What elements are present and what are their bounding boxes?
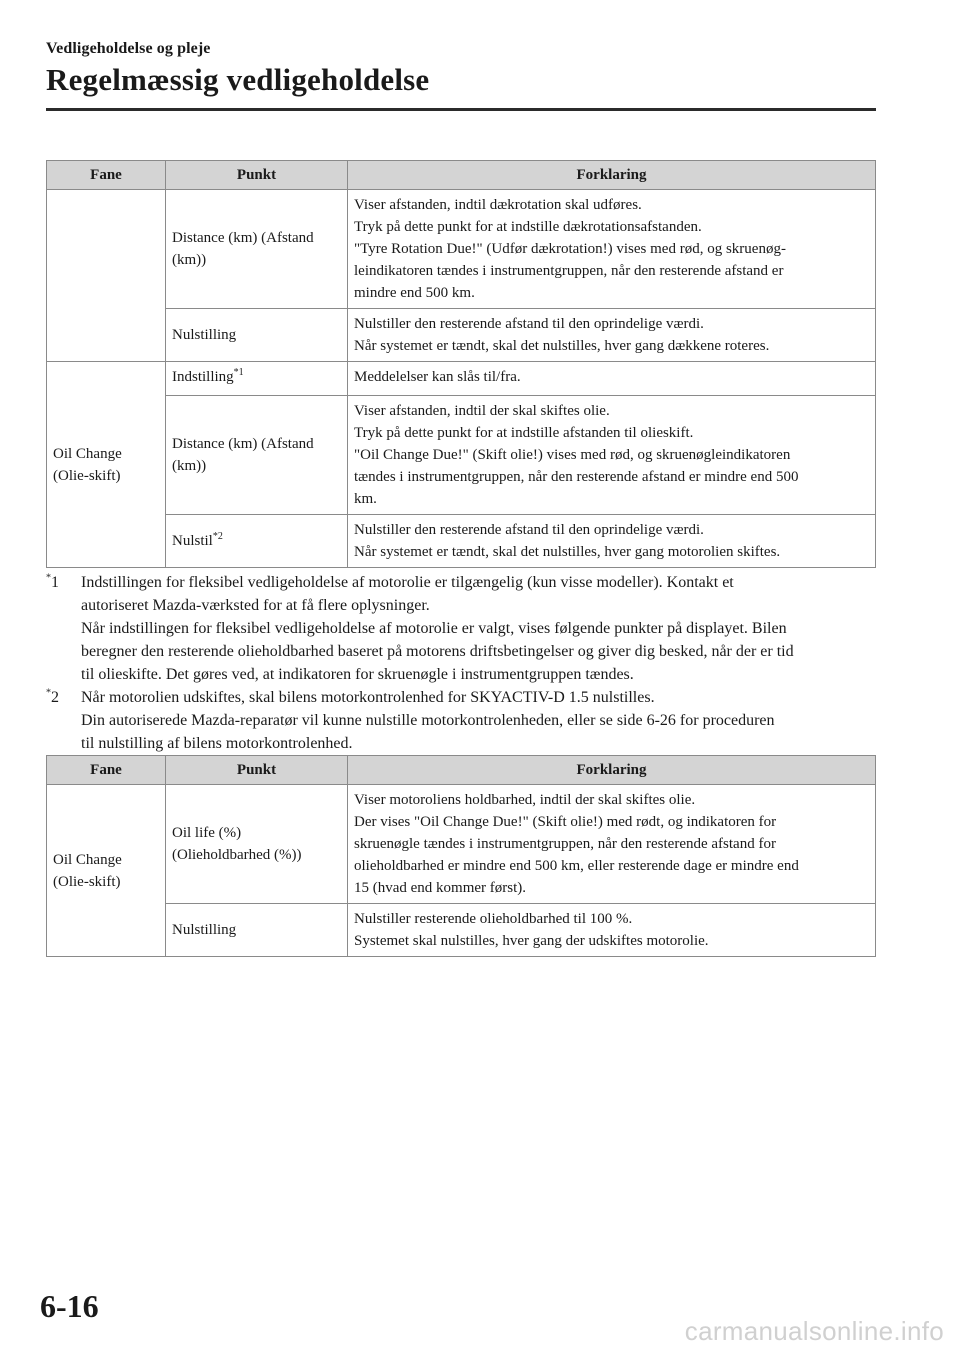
explanation-line: "Oil Change Due!" (Skift olie!) vises med rød, og skruenøgleindikatoren [354, 447, 791, 463]
punkt-cell: Distance (km) (Afstand (km)) [166, 190, 348, 309]
punkt-label: Indstilling [172, 369, 234, 385]
footnote-marker: *2 [46, 687, 59, 706]
fane-cell-empty [47, 190, 166, 362]
explanation-line: Nulstiller den resterende afstand til den oprindelige værdi. [354, 522, 704, 538]
footnote-marker: *1 [46, 572, 59, 591]
header-punkt: Punkt [166, 161, 348, 190]
footnote-line: Indstillingen for fleksibel vedligeholdelse af motorolie er tilgængelig (kun visse modeller). Kontakt et [81, 574, 734, 591]
explanation-line: Viser afstanden, indtil dækrotation skal udføres. [354, 197, 642, 213]
footnote-line: Når motorolien udskiftes, skal bilens motorkontrolenhed for SKYACTIV-D 1.5 nulstilles. [81, 689, 655, 706]
table-header-row [47, 756, 876, 785]
explanation-line: Der vises "Oil Change Due!" (Skift olie!) med rødt, og indikatoren for [354, 814, 777, 830]
explanation-line: Nulstiller resterende olieholdbarhed til 100 %. [354, 911, 633, 927]
footnote-line: beregner den resterende olieholdbarhed baseret på motorens driftsbetingelser og giver dig besked, når der er tid [81, 643, 794, 660]
punkt-cell: Nulstilling [166, 904, 348, 957]
header-punkt: Punkt [166, 756, 348, 785]
footnote-ref: *1 [233, 367, 244, 378]
punkt-label: Nulstil [172, 533, 213, 549]
forklaring-cell [348, 904, 876, 957]
header-forklaring: Forklaring [348, 161, 876, 190]
punkt-cell: Oil life (%) (Olieholdbarhed (%)) [166, 785, 348, 904]
explanation-line: 15 (hvad end kommer først). [354, 880, 527, 896]
punkt-cell [166, 515, 348, 568]
explanation-line: tændes i instrumentgruppen, når den resterende afstand er mindre end 500 [354, 469, 799, 485]
forklaring-cell [348, 515, 876, 568]
maintenance-table-1 [46, 160, 876, 568]
fane-cell: Oil Change (Olie-skift) [47, 785, 166, 957]
forklaring-cell [348, 362, 876, 396]
punkt-cell: Nulstilling [166, 309, 348, 362]
table-row [47, 515, 876, 568]
explanation-line: km. [354, 491, 377, 507]
section-label: Vedligeholdelse og pleje [46, 40, 211, 57]
table-row [47, 190, 876, 309]
explanation-line: skruenøgle tændes i instrumentgruppen, når den resterende afstand for [354, 836, 776, 852]
explanation-line: Når systemet er tændt, skal det nulstilles, hver gang motorolien skiftes. [354, 544, 781, 560]
table-row [47, 396, 876, 515]
punkt-cell: Distance (km) (Afstand (km)) [166, 396, 348, 515]
footnote-line: Din autoriserede Mazda-reparatør vil kunne nulstille motorkontrolenheden, eller se side 6-26 for proceduren [81, 712, 775, 729]
explanation-line: olieholdbarhed er mindre end 500 km, eller resterende dage er mindre end [354, 858, 799, 874]
header-divider [46, 108, 876, 111]
fane-cell: Oil Change (Olie-skift) [47, 362, 166, 568]
forklaring-cell [348, 785, 876, 904]
explanation-line: leindikatoren tændes i instrumentgruppen, når den resterende afstand er [354, 263, 784, 279]
forklaring-cell [348, 190, 876, 309]
explanation-line: Nulstiller den resterende afstand til den oprindelige værdi. [354, 316, 704, 332]
header-forklaring: Forklaring [348, 756, 876, 785]
table-row [47, 904, 876, 957]
explanation-line: "Tyre Rotation Due!" (Udfør dækrotation!) vises med rød, og skruenøg- [354, 241, 786, 257]
footnote-line: til olieskifte. Det gøres ved, at indikatoren for skruenøgle i instrumentgruppen tændes. [81, 666, 634, 683]
table-header-row [47, 161, 876, 190]
explanation-line: mindre end 500 km. [354, 285, 475, 301]
header-fane: Fane [47, 161, 166, 190]
footnote-line: Når indstillingen for fleksibel vedligeholdelse af motorolie er valgt, vises følgende punkter på displayet. Bilen [81, 620, 787, 637]
footnote-line: til nulstilling af bilens motorkontrolenhed. [81, 735, 353, 752]
watermark: carmanualsonline.info [684, 1316, 944, 1346]
explanation-line: Når systemet er tændt, skal det nulstilles, hver gang dækkene roteres. [354, 338, 770, 354]
punkt-cell [166, 362, 348, 396]
footnote-line: autoriseret Mazda-værksted for at få flere oplysninger. [81, 597, 430, 614]
page-header [46, 40, 876, 98]
forklaring-cell [348, 396, 876, 515]
explanation-line: Tryk på dette punkt for at indstille dækrotationsafstanden. [354, 219, 702, 235]
explanation-line: Tryk på dette punkt for at indstille afstanden til olieskift. [354, 425, 694, 441]
explanation-line: Viser motoroliens holdbarhed, indtil der skal skiftes olie. [354, 792, 696, 808]
footnote-1 [46, 571, 876, 686]
table-row [47, 309, 876, 362]
page-number: 6-16 [40, 1288, 99, 1324]
table-row [47, 785, 876, 904]
maintenance-table-2 [46, 755, 876, 957]
table-row [47, 362, 876, 396]
explanation-line: Systemet skal nulstilles, hver gang der udskiftes motorolie. [354, 933, 709, 949]
page-title: Regelmæssig vedligeholdelse [46, 62, 430, 97]
explanation-line: Viser afstanden, indtil der skal skiftes olie. [354, 403, 610, 419]
header-fane: Fane [47, 756, 166, 785]
footnote-ref: *2 [212, 531, 223, 542]
footnote-2 [46, 686, 876, 755]
footnotes [46, 571, 876, 755]
forklaring-cell [348, 309, 876, 362]
explanation-line: Meddelelser kan slås til/fra. [354, 369, 521, 385]
